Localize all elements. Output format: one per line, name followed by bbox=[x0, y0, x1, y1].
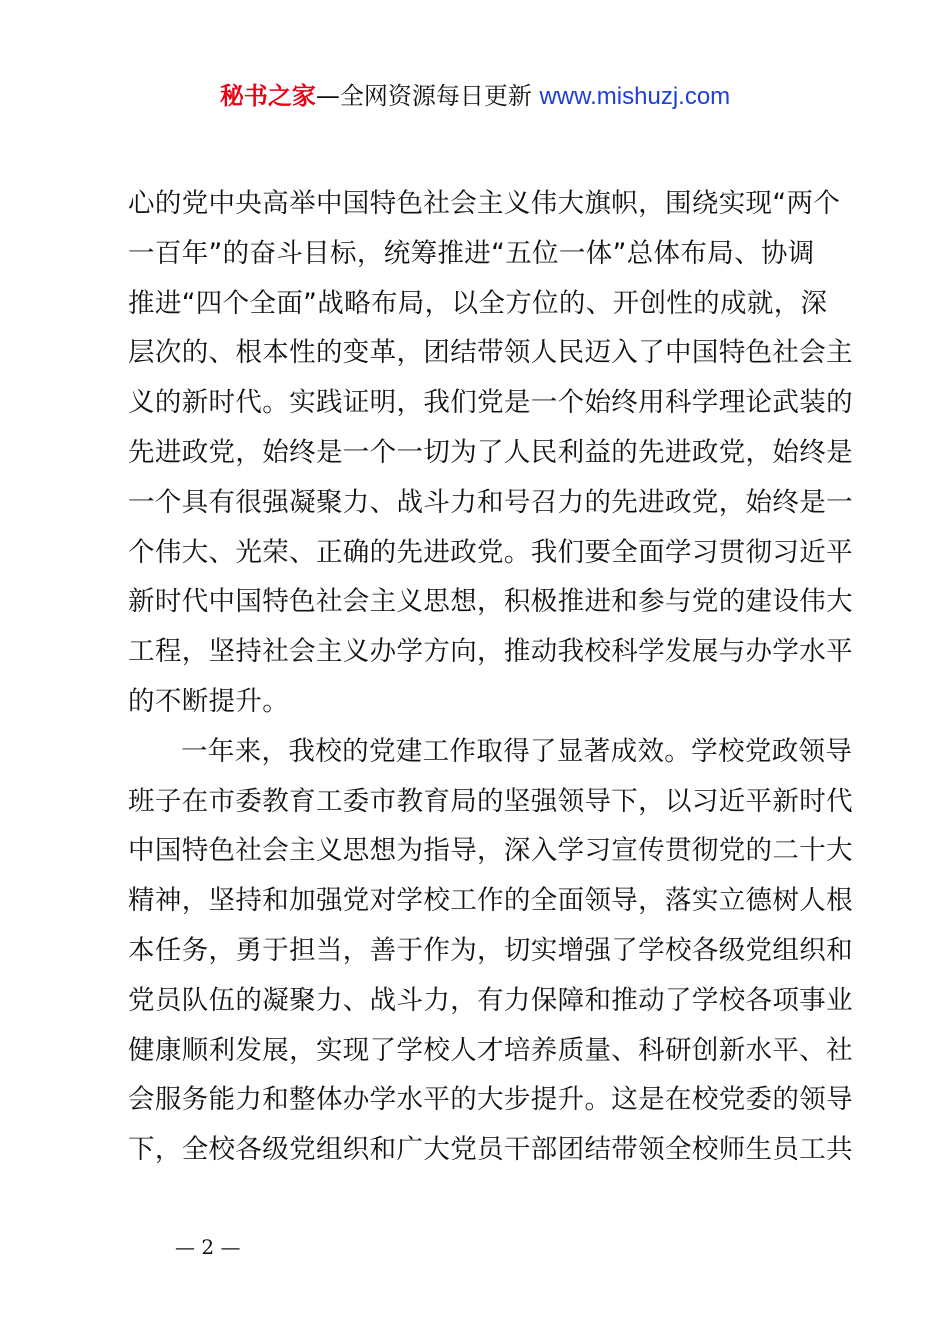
text-line: 党员队伍的凝聚力、战斗力，有力保障和推动了学校各项事业 bbox=[128, 984, 853, 1016]
text-line: 本任务，勇于担当，善于作为，切实增强了学校各级党组织和 bbox=[128, 934, 853, 966]
text-line: 会服务能力和整体办学水平的大步提升。这是在校党委的领导 bbox=[128, 1084, 853, 1116]
site-url: www.mishuzj.com bbox=[539, 83, 731, 110]
text-line: 层次的、根本性的变革，团结带领人民迈入了中国特色社会主 bbox=[128, 337, 853, 369]
text-line: 推进“四个全面”战略布局，以全方位的、开创性的成就，深 bbox=[128, 287, 828, 319]
page-number: — 2 — bbox=[175, 1235, 241, 1259]
header-tagline: —全网资源每日更新 bbox=[315, 82, 540, 110]
text-line: 一百年”的奋斗目标，统筹推进“五位一体”总体布局、协调 bbox=[128, 237, 815, 269]
text-line: 一个具有很强凝聚力、战斗力和号召力的先进政党，始终是一 bbox=[128, 486, 853, 518]
brand-name: 秘书之家 bbox=[219, 82, 316, 110]
text-line: 健康顺利发展，实现了学校人才培养质量、科研创新水平、社 bbox=[128, 1034, 853, 1066]
paragraph-2 bbox=[128, 727, 853, 1175]
site-header bbox=[0, 80, 950, 113]
text-line: 中国特色社会主义思想为指导，深入学习宣传贯彻党的二十大 bbox=[128, 835, 853, 867]
text-line: 心的党中央高举中国特色社会主义伟大旗帜，围绕实现“两个 bbox=[128, 188, 841, 219]
text-line: 下，全校各级党组织和广大党员干部团结带领全校师生员工共 bbox=[128, 1134, 853, 1166]
text-line: 义的新时代。实践证明，我们党是一个始终用科学理论武装的 bbox=[128, 387, 853, 419]
paragraph-1 bbox=[128, 179, 853, 727]
text-line: 先进政党，始终是一个一切为了人民利益的先进政党，始终是 bbox=[128, 436, 853, 468]
text-line: 精神，坚持和加强党对学校工作的全面领导，落实立德树人根 bbox=[128, 885, 853, 917]
text-line: 工程，坚持社会主义办学方向，推动我校科学发展与办学水平 bbox=[128, 636, 853, 668]
text-line: 一年来，我校的党建工作取得了显著成效。学校党政领导 bbox=[181, 735, 853, 767]
document-body bbox=[128, 179, 853, 1175]
text-line: 个伟大、光荣、正确的先进政党。我们要全面学习贯彻习近平 bbox=[128, 536, 853, 568]
text-line: 班子在市委教育工委市教育局的坚强领导下，以习近平新时代 bbox=[128, 785, 853, 817]
text-line: 新时代中国特色社会主义思想，积极推进和参与党的建设伟大 bbox=[128, 586, 853, 618]
text-line: 的不断提升。 bbox=[128, 685, 290, 717]
